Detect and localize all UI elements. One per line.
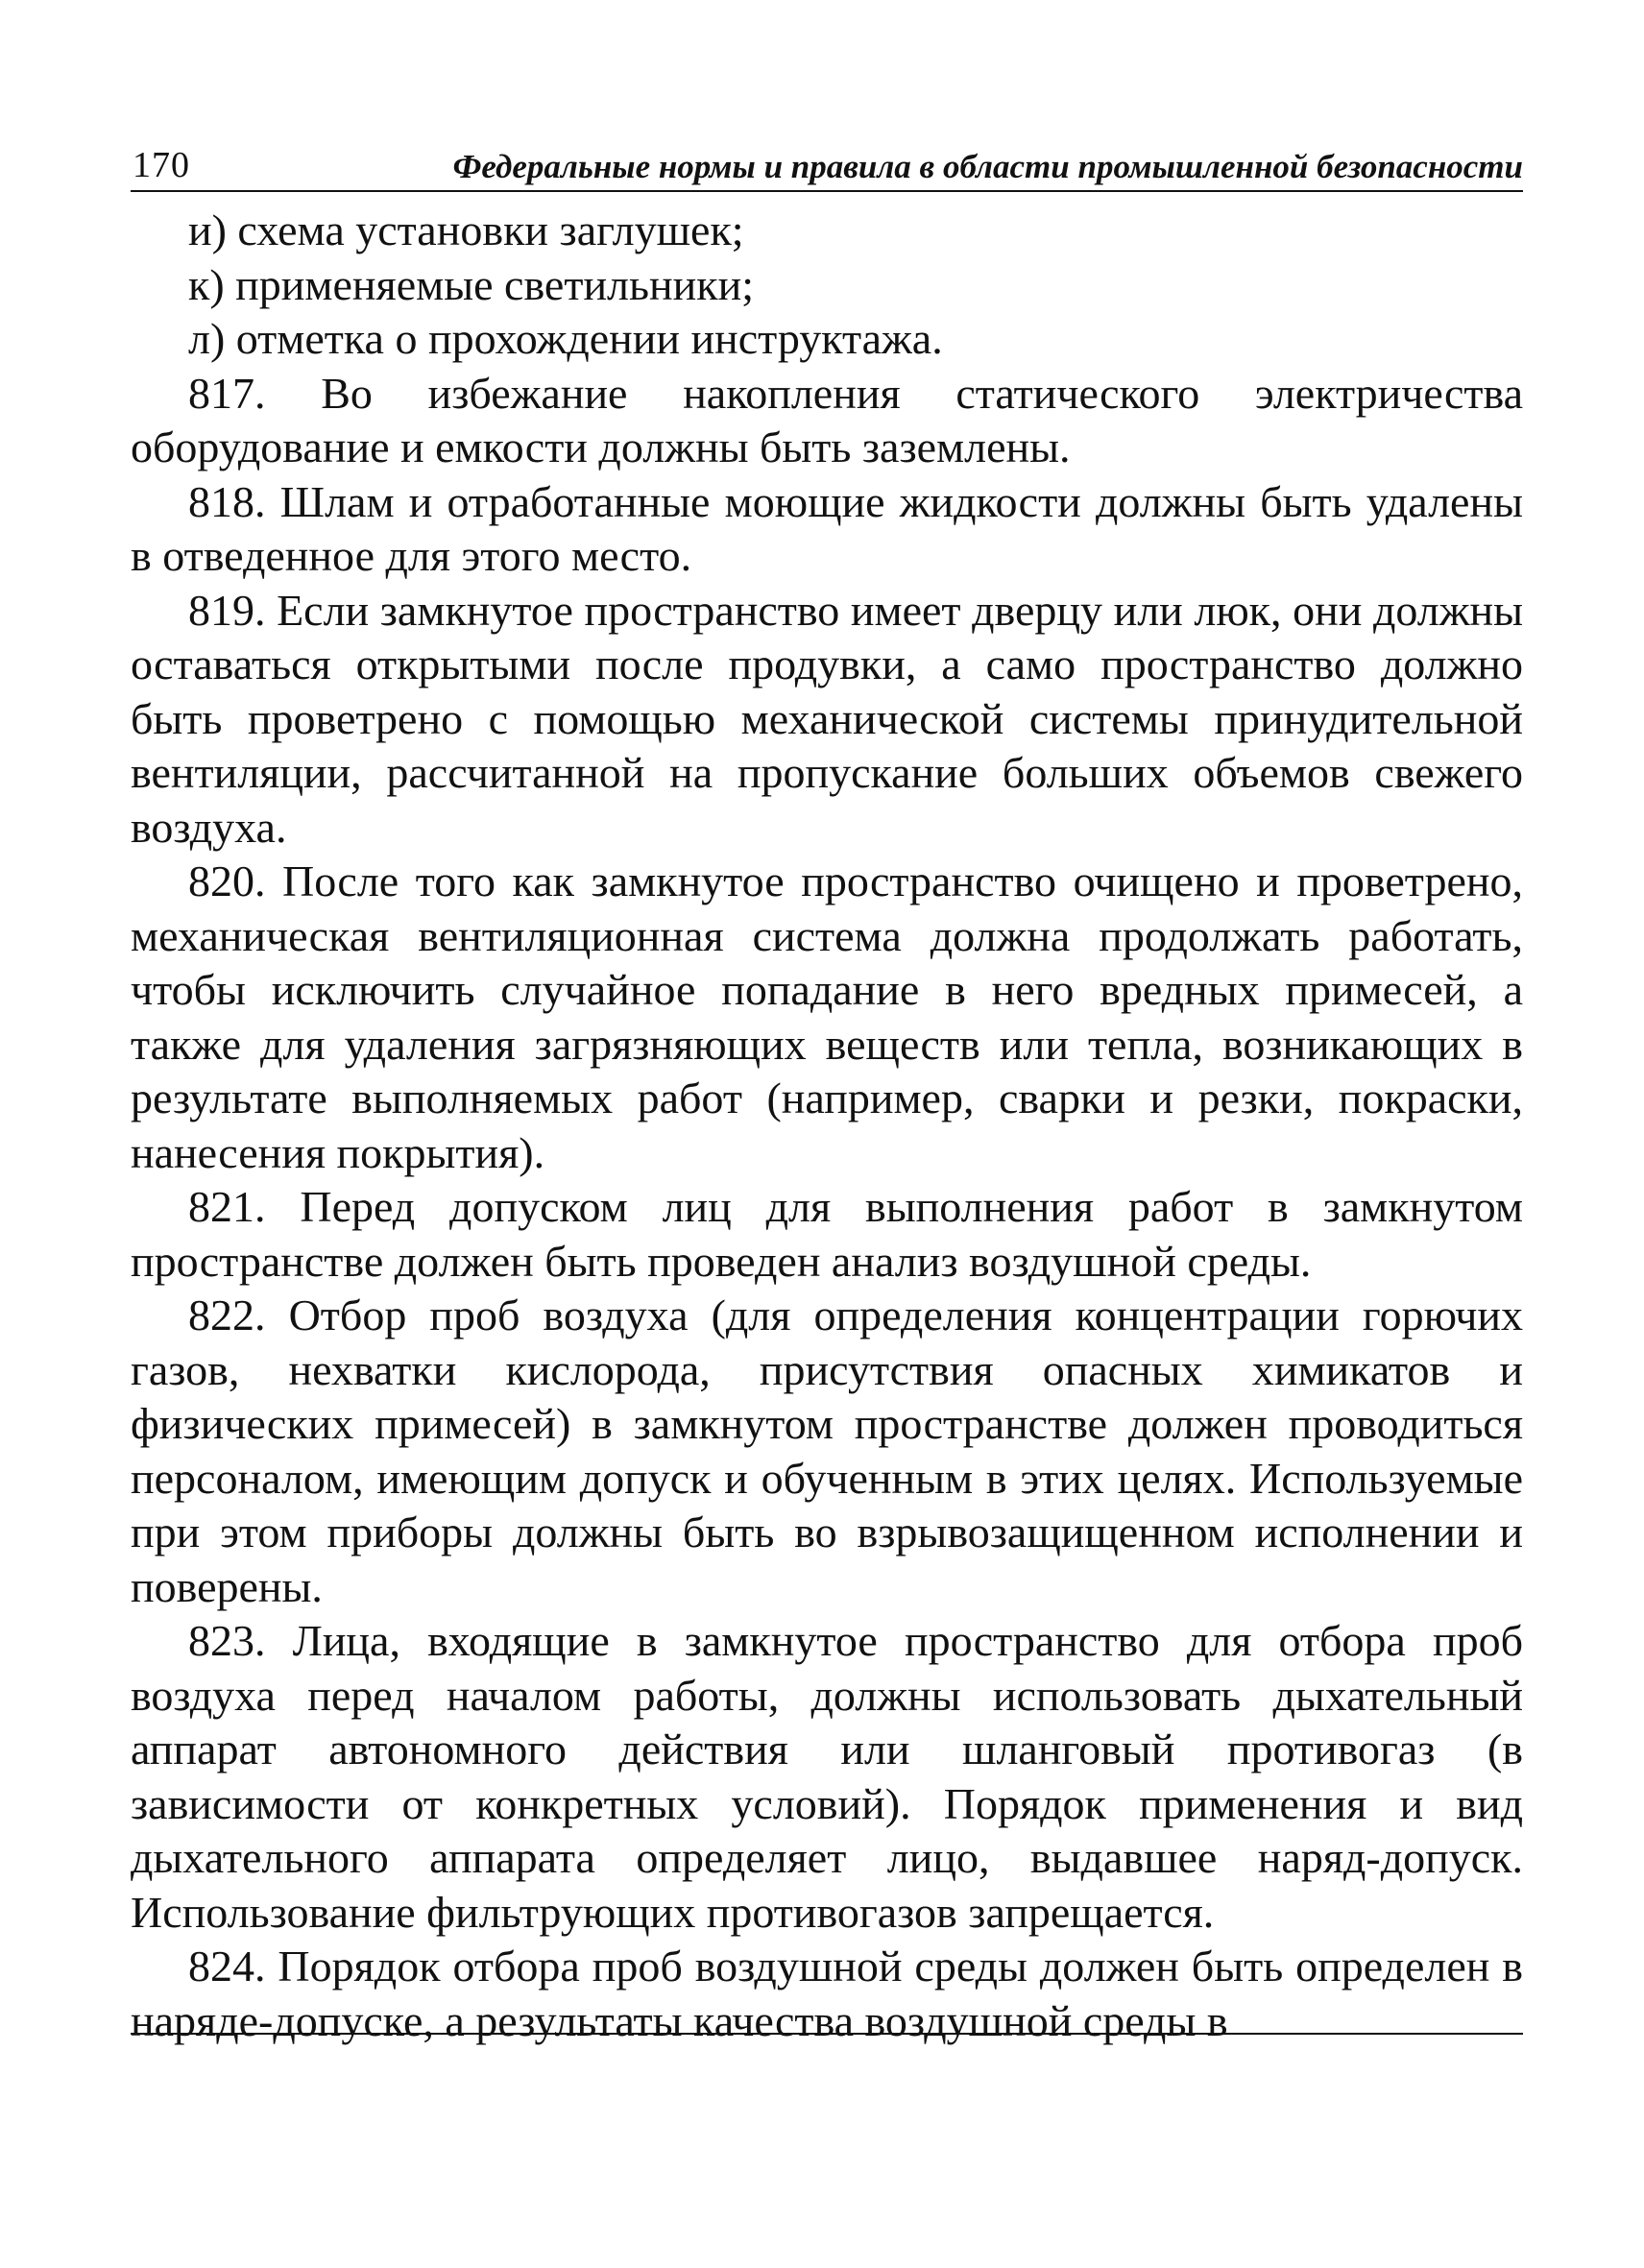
book-page: [131, 142, 1523, 2048]
paragraph-820: 820. После того как замкнутое пространство очищено и проветрено, механическая вентиляционная система должна продолжать работать, чтобы исключить случайное попадание в него вредных примесей, а также для удаления загрязняющих веществ или тепла, возникающих в результате выполняемых работ (например, сварки и резки, покраски, нанесения покрытия).: [131, 857, 1523, 1177]
paragraph-822: 822. Отбор проб воздуха (для определения концентрации горючих газов, нехватки кислорода, присутствия опасных химикатов и физических примесей) в замкнутом пространстве должен проводиться персоналом, имеющим допуск и обученным в этих целях. Используемые при этом приборы должны быть во взрывозащищенном исполнении и поверены.: [131, 1291, 1523, 1611]
list-item-i: и) схема установки заглушек;: [188, 205, 744, 254]
paragraph-817: 817. Во избежание накопления статического электричества оборудование и емкости должны быть заземлены.: [131, 368, 1523, 471]
running-header-title: Федеральные нормы и правила в области промышленной безопасности: [452, 148, 1523, 185]
list-item-k: к) применяемые светильники;: [188, 259, 754, 309]
paragraph-823: 823. Лица, входящие в замкнутое пространство для отбора проб воздуха перед началом работы, должны использовать дыхательный аппарат автономного действия или шланговый противогаз (в зависимости от конкретных условий). Порядок применения и вид дыхательного аппарата определяет лицо, выдавшее наряд-допуск. Использование фильтрующих противогазов запрещается.: [131, 1616, 1523, 1937]
paragraph-818: 818. Шлам и отработанные моющие жидкости должны быть удалены в отведенное для этого место.: [131, 476, 1523, 580]
body-text: [131, 204, 1523, 2048]
paragraph-824: 824. Порядок отбора проб воздушной среды должен быть определен в наряде-допуске, а результаты качества воздушной среды в: [131, 1942, 1523, 2045]
list-item-l: л) отметка о прохождении инструктажа.: [188, 314, 943, 363]
paragraph-819: 819. Если замкнутое пространство имеет дверцу или люк, они должны оставаться открытыми после продувки, а само пространство должно быть проветрено с помощью механической системы принудительной вентиляции, рассчитанной на пропускание больших объемов свежего воздуха.: [131, 585, 1523, 852]
running-header: [131, 142, 1523, 192]
page-number: 170: [133, 145, 190, 185]
footer-rule: [131, 2033, 1523, 2035]
paragraph-821: 821. Перед допуском лиц для выполнения работ в замкнутом пространстве должен быть проведен анализ воздушной среды.: [131, 1182, 1523, 1286]
